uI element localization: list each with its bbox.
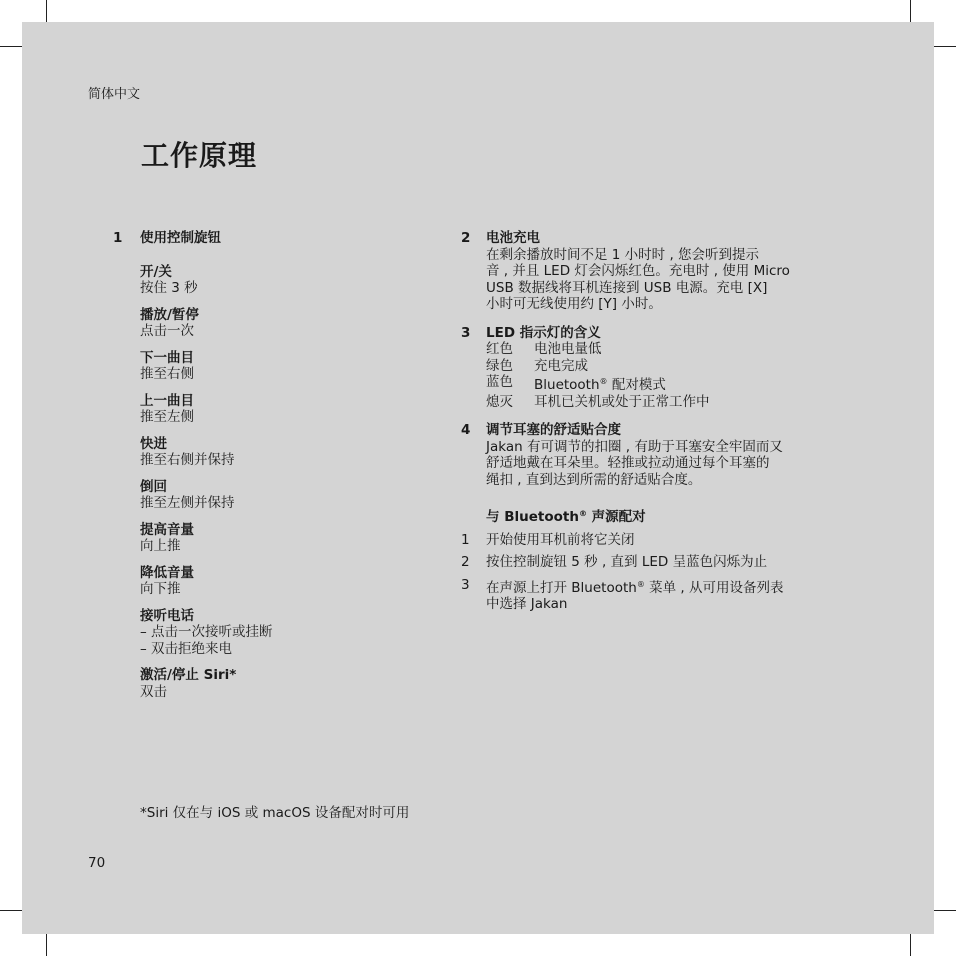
control-item-action: 向上推 (140, 538, 181, 554)
paragraph-line: 音 , 并且 LED 灯会闪烁红色。充电时 , 使用 Micro (486, 263, 790, 279)
led-row (486, 341, 831, 358)
control-item-title: 开/关 (140, 263, 172, 280)
led-meaning: 耳机已关机或处于正常工作中 (534, 393, 710, 410)
control-item (140, 393, 433, 426)
control-item-title: 提高音量 (140, 521, 194, 538)
section-title: 调节耳塞的舒适贴合度 (486, 422, 621, 438)
registered-mark: ® (578, 509, 587, 518)
right-column (461, 230, 831, 613)
led-row (486, 358, 831, 375)
paragraph-line: USB 数据线将耳机连接到 USB 电源。充电 [X] (486, 279, 768, 296)
control-item-action: 点击一次 (140, 323, 194, 339)
step-text: 在声源上打开 Bluetooth® 菜单 , 从可用设备列表 中选择 Jakan (486, 579, 784, 612)
siri-footnote: *Siri 仅在与 iOS 或 macOS 设备配对时可用 (140, 805, 410, 821)
pairing-title: 与 Bluetooth® 声源配对 (486, 509, 646, 525)
control-item (140, 436, 433, 469)
control-knob-section (113, 230, 433, 700)
language-label: 简体中文 (88, 87, 141, 102)
control-item-action: 双击 (140, 683, 167, 700)
control-item (140, 522, 433, 555)
control-item (140, 307, 433, 340)
section-title: 使用控制旋钮 (140, 230, 221, 246)
led-color: 蓝色 (486, 374, 513, 390)
control-item-action: 推至右侧并保持 (140, 452, 235, 468)
led-color: 熄灭 (486, 393, 513, 410)
control-item-title: 上一曲目 (140, 392, 194, 409)
page-number: 70 (88, 855, 106, 871)
section-title: LED 指示灯的含义 (486, 324, 601, 341)
control-item-title: 激活/停止 Siri* (140, 667, 237, 683)
led-section (461, 325, 831, 411)
charging-section (461, 230, 831, 313)
page-title: 工作原理 (141, 139, 258, 172)
step-number: 1 (461, 531, 470, 548)
section-number: 1 (113, 230, 123, 246)
control-item (140, 350, 433, 383)
control-item-action: 推至左侧并保持 (140, 495, 235, 511)
control-item-action: 向下推 (140, 581, 181, 597)
paragraph-line: 在剩余播放时间不足 1 小时时 , 您会听到提示 (486, 246, 760, 263)
control-item (140, 667, 433, 700)
control-item (140, 565, 433, 598)
pairing-step (461, 554, 831, 571)
led-meaning: 电池电量低 (534, 341, 602, 357)
control-item-title: 下一曲目 (140, 349, 194, 366)
pairing-step (461, 577, 831, 613)
control-item-action: – 双击拒绝来电 (140, 640, 233, 657)
led-row (486, 374, 831, 394)
control-item (140, 264, 433, 297)
control-item-action: – 点击一次接听或挂断 (140, 624, 273, 640)
control-item-action: 推至右侧 (140, 366, 194, 382)
section-number: 4 (461, 422, 471, 438)
control-item (140, 479, 433, 512)
paragraph-line: 舒适地戴在耳朵里。轻推或拉动通过每个耳塞的 (486, 455, 770, 471)
section-title: 电池充电 (486, 230, 540, 246)
control-item-title: 降低音量 (140, 564, 194, 581)
paragraph-line: Jakan 有可调节的扣圈 , 有助于耳塞安全牢固而又 (486, 438, 783, 455)
step-number: 2 (461, 554, 470, 570)
pairing-section (461, 506, 831, 613)
led-meaning: 充电完成 (534, 357, 588, 374)
led-color: 绿色 (486, 357, 513, 374)
registered-mark: ® (599, 377, 608, 386)
section-number: 2 (461, 230, 471, 246)
pairing-step (461, 532, 831, 549)
led-color: 红色 (486, 341, 513, 357)
control-item-action: 按住 3 秒 (140, 280, 198, 296)
step-text: 按住控制旋钮 5 秒 , 直到 LED 呈蓝色闪烁为止 (486, 554, 768, 570)
led-meaning: Bluetooth® 配对模式 (534, 377, 666, 393)
section-number: 3 (461, 324, 471, 341)
paragraph-line: 小时可无线使用约 [Y] 小时。 (486, 296, 662, 312)
led-row (486, 394, 831, 411)
control-item-title: 倒回 (140, 478, 167, 495)
control-item (140, 608, 433, 658)
control-item-title: 播放/暂停 (140, 306, 199, 323)
registered-mark: ® (636, 579, 645, 589)
paragraph-line: 绳扣 , 直到达到所需的舒适贴合度。 (486, 471, 702, 488)
control-item-title: 快进 (140, 435, 167, 452)
fit-section (461, 422, 831, 488)
control-item-title: 接听电话 (140, 607, 194, 624)
control-item-action: 推至左侧 (140, 409, 194, 425)
step-text: 开始使用耳机前将它关闭 (486, 531, 635, 548)
step-number: 3 (461, 576, 470, 593)
